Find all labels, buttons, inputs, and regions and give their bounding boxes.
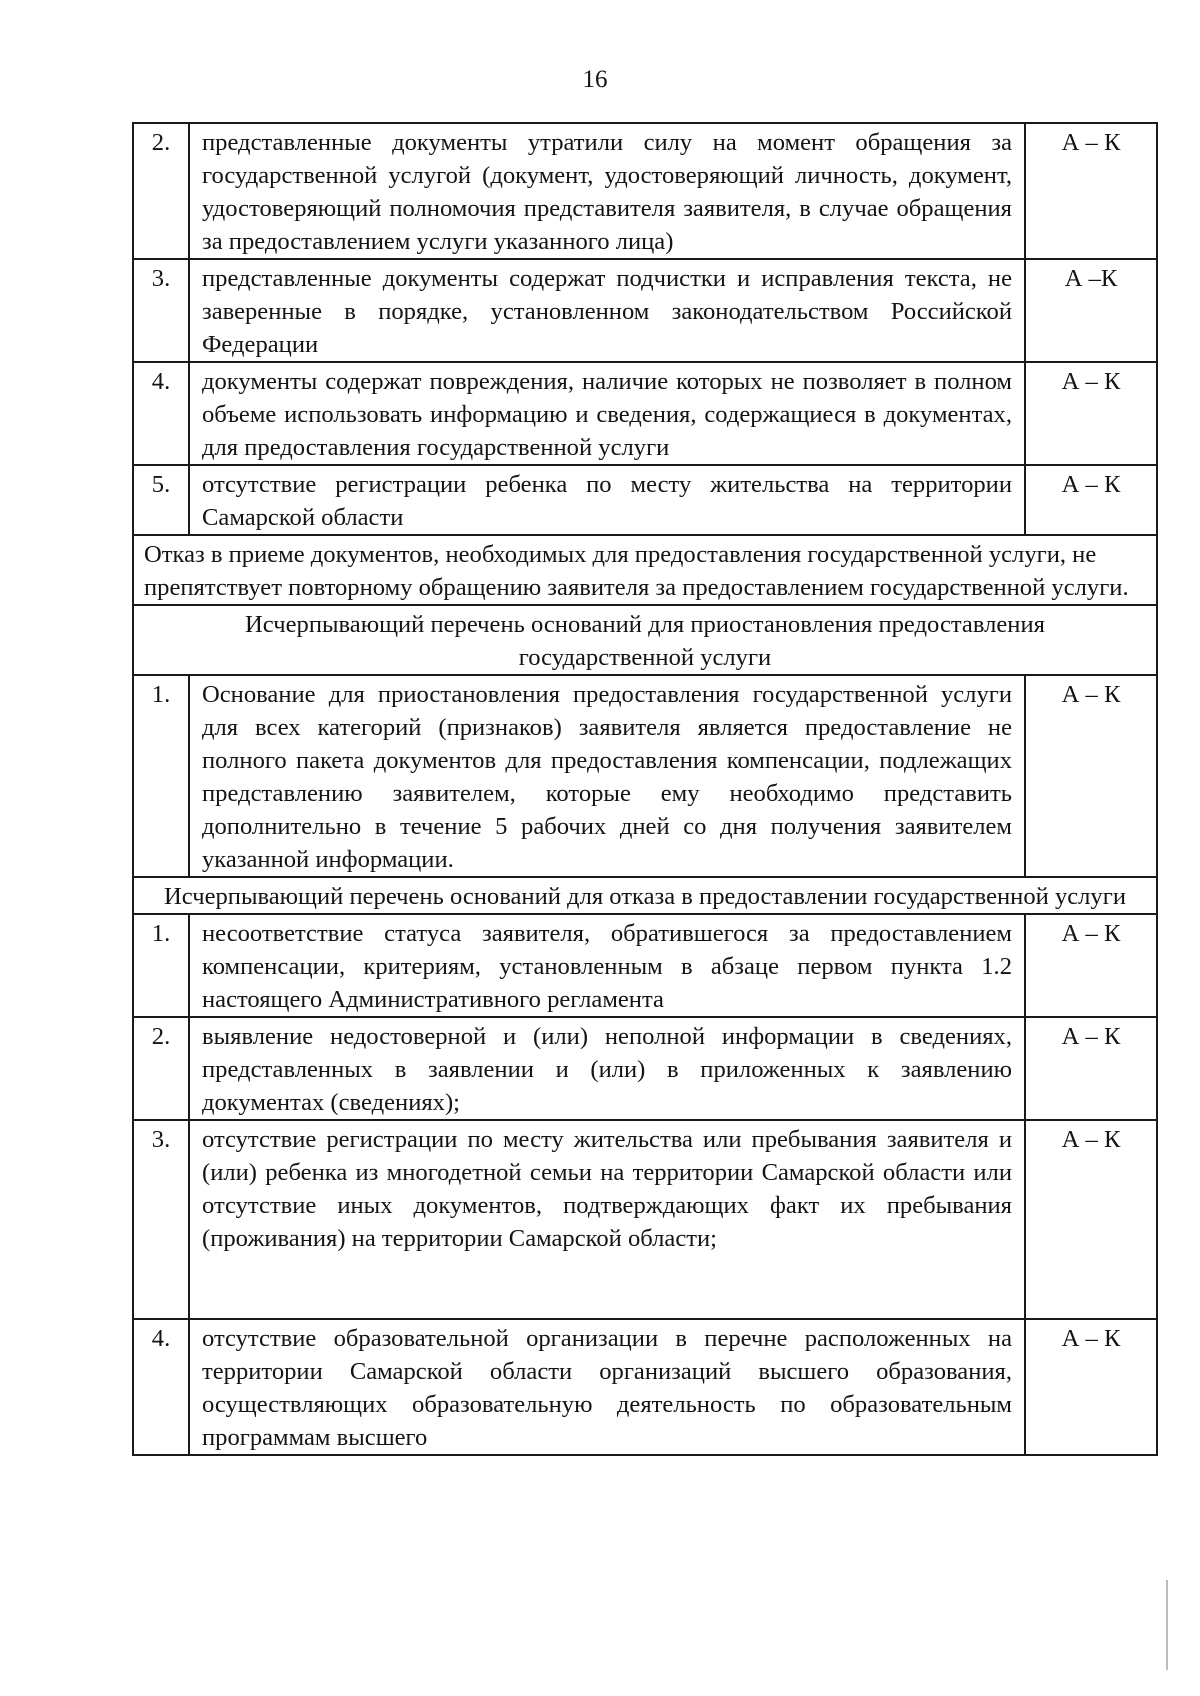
section-heading: Исчерпывающий перечень оснований для приостановления предоставления государственной услуги xyxy=(133,605,1157,675)
applicant-category-code: А – К xyxy=(1025,465,1157,535)
item-text: отсутствие образовательной организации в перечне расположенных на территории Самарской области организаций высшего образования, осуществляющих образовательную деятельность по образовательным программам высшего xyxy=(189,1319,1025,1455)
applicant-category-code: А – К xyxy=(1025,1017,1157,1120)
item-text: несоответствие статуса заявителя, обратившегося за предоставлением компенсации, критериям, установленным в абзаце первом пункта 1.2 настоящего Административного регламента xyxy=(189,914,1025,1017)
applicant-category-code: А – К xyxy=(1025,914,1157,1017)
table-row xyxy=(133,1319,1157,1455)
applicant-category-code: А – К xyxy=(1025,1319,1157,1455)
item-number: 1. xyxy=(133,914,189,1017)
item-text: выявление недостоверной и (или) неполной информации в сведениях, представленных в заявлении и (или) в приложенных к заявлению документах (сведениях); xyxy=(189,1017,1025,1120)
item-number: 2. xyxy=(133,1017,189,1120)
applicant-category-code: А – К xyxy=(1025,362,1157,465)
applicant-category-code: А – К xyxy=(1025,1120,1157,1319)
section-heading: Исчерпывающий перечень оснований для отказа в предоставлении государственной услуги xyxy=(133,877,1157,914)
item-number: 3. xyxy=(133,259,189,362)
applicant-category-code: А – К xyxy=(1025,675,1157,877)
note-text: Отказ в приеме документов, необходимых для предоставления государственной услуги, не препятствует повторному обращению заявителя за предоставлением государственной услуги. xyxy=(133,535,1157,605)
item-number: 5. xyxy=(133,465,189,535)
table-row xyxy=(133,362,1157,465)
regulation-table xyxy=(132,122,1158,1456)
item-text: отсутствие регистрации по месту жительства или пребывания заявителя и (или) ребенка из многодетной семьи на территории Самарской области или отсутствие иных документов, подтверждающих факт их пребывания (проживания) на территории Самарской области; xyxy=(189,1120,1025,1319)
item-text: документы содержат повреждения, наличие которых не позволяет в полном объеме использовать информацию и сведения, содержащиеся в документах, для предоставления государственной услуги xyxy=(189,362,1025,465)
item-text: Основание для приостановления предоставления государственной услуги для всех категорий (признаков) заявителя является предоставление не полного пакета документов для предоставления компенсации, подлежащих представлению заявителем, которые ему необходимо представить дополнительно в течение 5 рабочих дней со дня получения заявителем указанной информации. xyxy=(189,675,1025,877)
note-row xyxy=(133,535,1157,605)
applicant-category-code: А –К xyxy=(1025,259,1157,362)
item-text: отсутствие регистрации ребенка по месту жительства на территории Самарской области xyxy=(189,465,1025,535)
item-number: 1. xyxy=(133,675,189,877)
item-number: 4. xyxy=(133,362,189,465)
scan-edge-mark xyxy=(1166,1580,1168,1670)
table-row xyxy=(133,675,1157,877)
section-heading-row xyxy=(133,605,1157,675)
item-number: 3. xyxy=(133,1120,189,1319)
table-row xyxy=(133,465,1157,535)
item-number: 4. xyxy=(133,1319,189,1455)
page-number: 16 xyxy=(582,66,608,93)
item-text: представленные документы утратили силу на момент обращения за государственной услугой (документ, удостоверяющий личность, документ, удостоверяющий полномочия представителя заявителя, в случае обращения за предоставлением услуги указанного лица) xyxy=(189,123,1025,259)
table-row xyxy=(133,1017,1157,1120)
item-number: 2. xyxy=(133,123,189,259)
table-row xyxy=(133,914,1157,1017)
table-row xyxy=(133,1120,1157,1319)
table-row xyxy=(133,123,1157,259)
table-row xyxy=(133,259,1157,362)
section-heading-row xyxy=(133,877,1157,914)
applicant-category-code: А – К xyxy=(1025,123,1157,259)
item-text: представленные документы содержат подчистки и исправления текста, не заверенные в порядке, установленном законодательством Российской Федерации xyxy=(189,259,1025,362)
